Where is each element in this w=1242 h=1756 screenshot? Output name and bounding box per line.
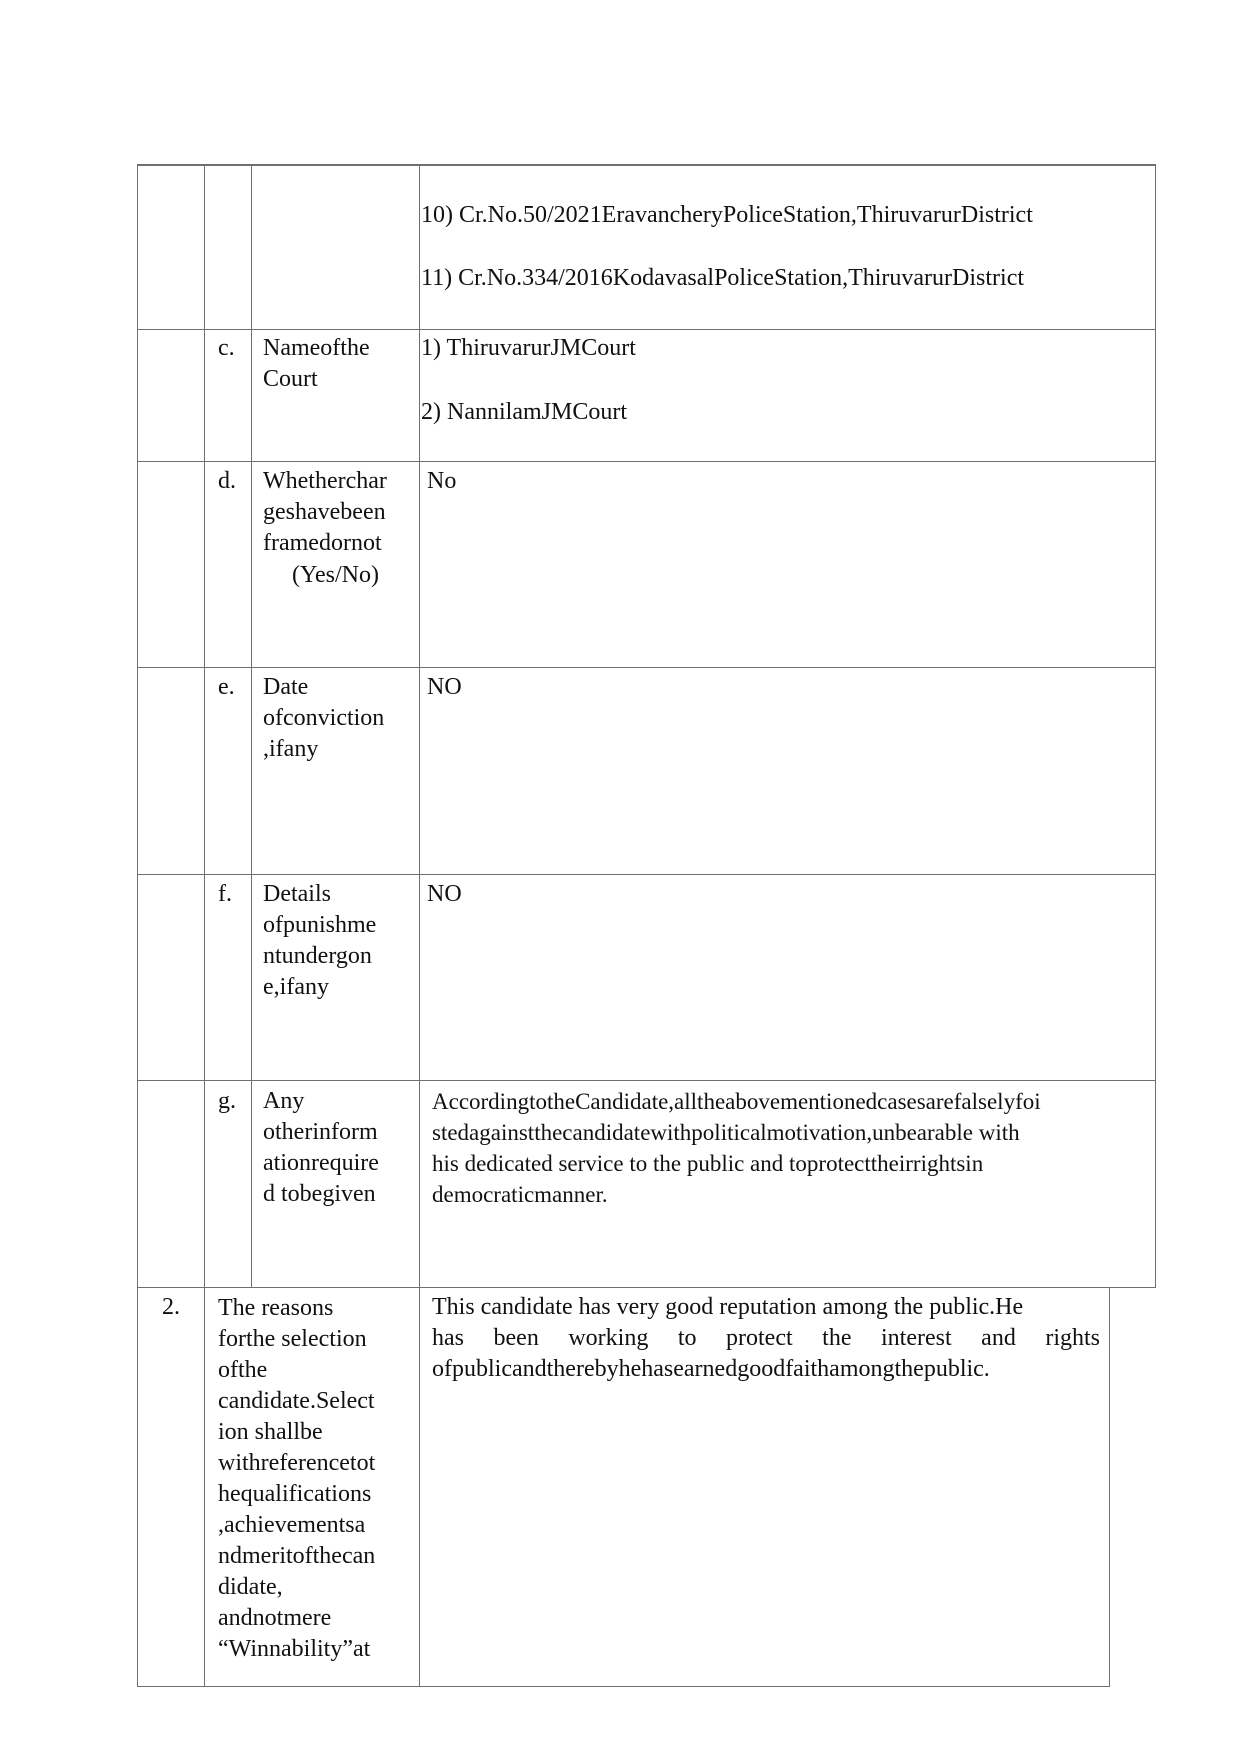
row-d-label-line-2: geshavebeen <box>263 499 386 525</box>
row-2-label-line-3: ofthe <box>218 1357 268 1383</box>
row-number-2: 2. <box>162 1294 180 1320</box>
row-e-label-line-2: ofconviction <box>263 705 385 731</box>
row-e-label-line-3: ,ifany <box>263 736 319 762</box>
row-f-label-line-4: e,ifany <box>263 974 329 1000</box>
row-d-label-line-3: framedornot <box>263 530 382 556</box>
row-2-label-line-4: candidate.Select <box>218 1388 375 1414</box>
row-2-label-line-7: hequalifications <box>218 1481 372 1507</box>
row-letter-d: d. <box>218 468 236 494</box>
row-2-label-line-5: ion shallbe <box>218 1419 323 1445</box>
row-2-label-line-10: didate, <box>218 1574 283 1600</box>
row-2-value-line-3: ofpublicandtherebyhehasearnedgoodfaithamongthepublic. <box>432 1356 990 1382</box>
row-2-value-line-2 <box>432 1323 1100 1354</box>
row-letter-c: c. <box>218 335 235 361</box>
table-border-top <box>137 164 1156 166</box>
row-e-label-line-1: Date <box>263 674 309 700</box>
row-2-label-line-9: ndmeritofthecan <box>218 1543 376 1569</box>
row-g-value-line-3: his dedicated service to the public and toprotecttheirrightsin <box>432 1151 984 1176</box>
row-g-value-line-4: democraticmanner. <box>432 1182 608 1207</box>
row-divider-g <box>137 1080 1156 1081</box>
row-2-value-line-2-text: has been working to protect the interest and rights <box>432 1325 1100 1351</box>
row-c-value-line-1: 1) ThiruvarurJMCourt <box>421 335 636 361</box>
col-divider-label <box>251 164 252 1287</box>
row-g-label-line-3: ationrequire <box>263 1150 379 1176</box>
case-entry-10: 10) Cr.No.50/2021EravancheryPoliceStation,ThiruvarurDistrict <box>421 202 1033 228</box>
table-border-left <box>137 164 138 1687</box>
row-d-label-line-4: (Yes/No) <box>292 562 379 588</box>
row-divider-f <box>137 874 1156 875</box>
row-2-label-line-11: andnotmere <box>218 1605 332 1631</box>
row-c-label-line-1: Nameofthe <box>263 335 370 361</box>
row-d-value: No <box>427 468 457 494</box>
row-letter-e: e. <box>218 674 235 700</box>
row-g-value-line-2: stedagainstthecandidatewithpoliticalmotivation,unbearable with <box>432 1120 1020 1145</box>
row-c-label-line-2: Court <box>263 366 318 392</box>
row-letter-g: g. <box>218 1088 236 1114</box>
row-2-label-line-8: ,achievementsa <box>218 1512 366 1538</box>
row-f-value: NO <box>427 881 462 907</box>
row-2-label-line-12: “Winnability”at <box>218 1636 371 1662</box>
row-2-label-line-6: withreferencetot <box>218 1450 376 1476</box>
table-border-right-upper <box>1155 164 1156 1287</box>
row-divider-2 <box>137 1287 1156 1288</box>
row-d-label-line-1: Whetherchar <box>263 468 387 494</box>
row-divider-c <box>137 329 1156 330</box>
row-2-value-line-1: This candidate has very good reputation among the public.He <box>432 1294 1024 1320</box>
col-divider-value <box>419 164 420 1687</box>
row-letter-f: f. <box>218 881 232 907</box>
col-divider-letter <box>204 164 205 1687</box>
row-g-label-line-2: otherinform <box>263 1119 378 1145</box>
row-f-label-line-2: ofpunishme <box>263 912 377 938</box>
row-g-label-line-4: d tobegiven <box>263 1181 376 1207</box>
row-divider-d <box>137 461 1156 462</box>
case-entry-11: 11) Cr.No.334/2016KodavasalPoliceStation,ThiruvarurDistrict <box>421 265 1025 291</box>
row-f-label-line-1: Details <box>263 881 331 907</box>
row-2-label-line-1: The reasons <box>218 1295 334 1321</box>
row-c-value-line-2: 2) NannilamJMCourt <box>421 399 627 425</box>
row-2-label-line-2: forthe selection <box>218 1326 367 1352</box>
table-border-right-lower <box>1109 1287 1110 1687</box>
row-divider-e <box>137 667 1156 668</box>
table-border-bottom <box>137 1686 1110 1687</box>
row-g-label-line-1: Any <box>263 1088 305 1114</box>
row-f-label-line-3: ntundergon <box>263 943 372 969</box>
row-g-value-line-1: AccordingtotheCandidate,alltheabovementionedcasesarefalselyfoi <box>432 1089 1041 1114</box>
row-e-value: NO <box>427 674 462 700</box>
